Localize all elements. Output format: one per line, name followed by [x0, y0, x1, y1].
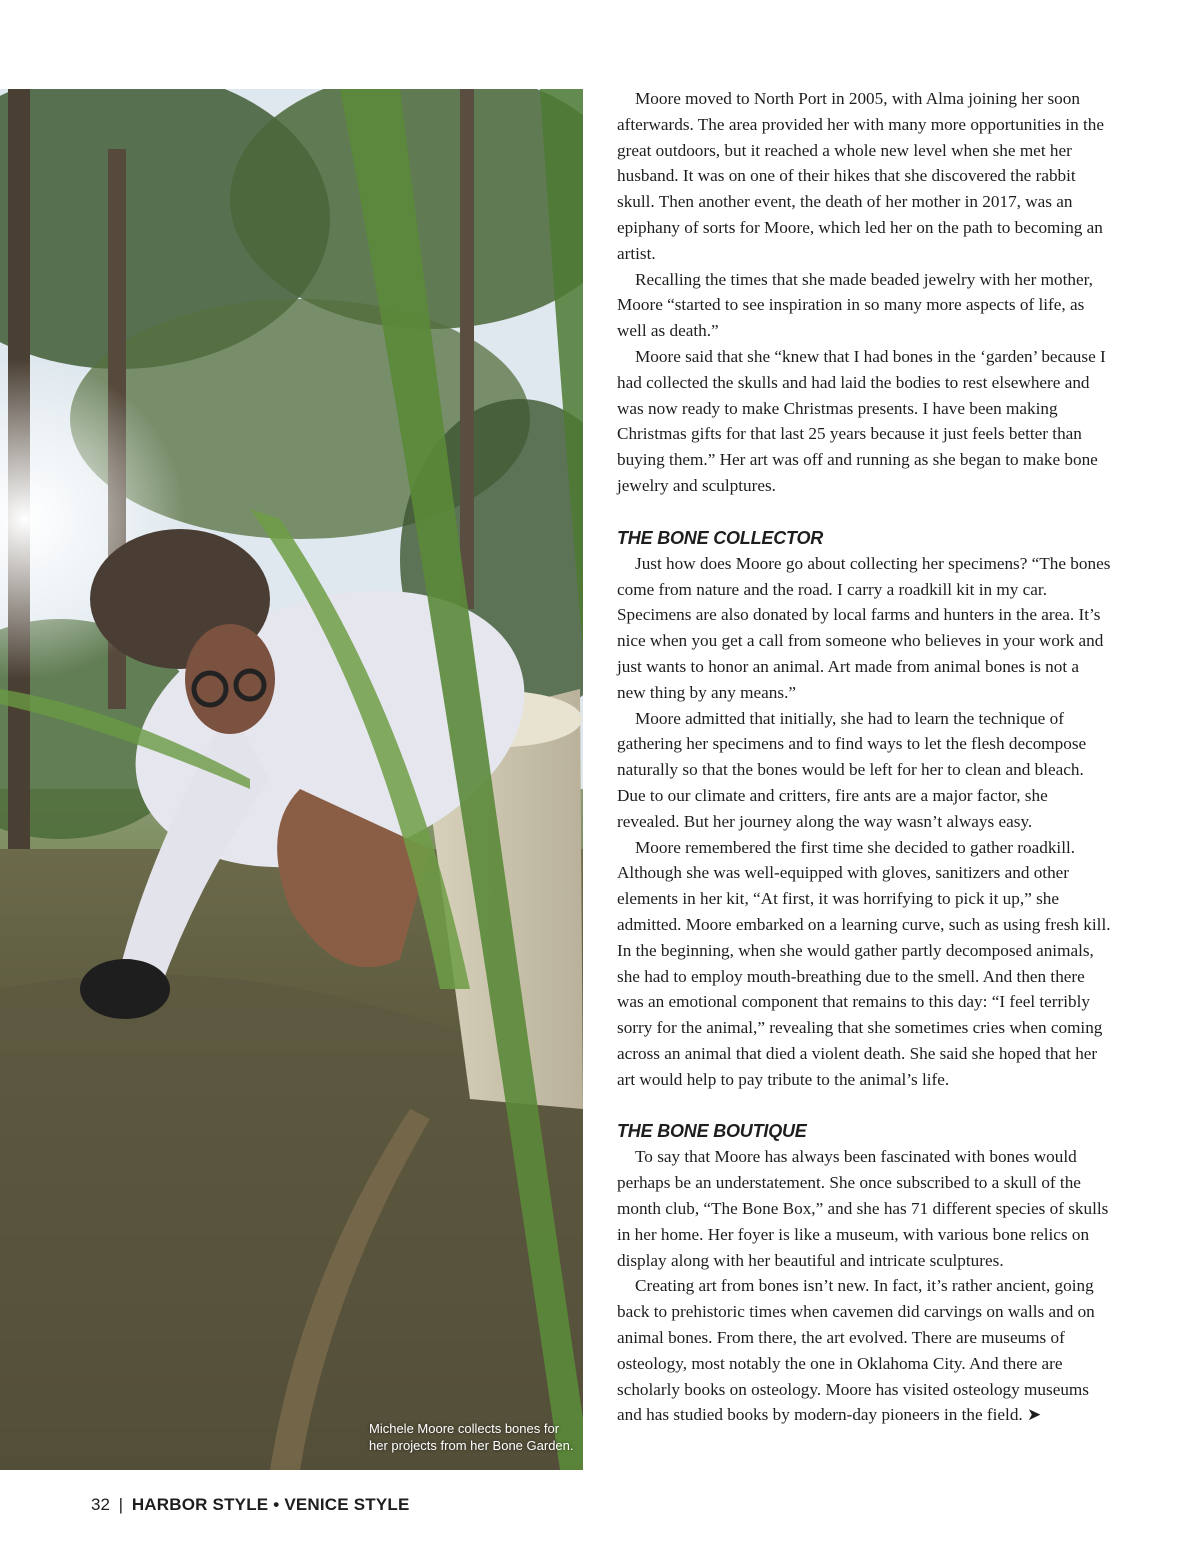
article-photo — [0, 89, 583, 1470]
paragraph: Just how does Moore go about collecting her specimens? “The bones come from nature and the road. I carry a roadkill kit in my car. Specimens are also donated by local farms and hunters in the area. It’s nice when you get a call from someone who believes in your work and just wants to honor an animal. Art made from animal bones is not a new thing by any means.” — [617, 553, 1111, 702]
caption-line-1: Michele Moore collects bones for — [369, 1421, 560, 1436]
paragraph: Moore said that she “knew that I had bones in the ‘garden’ because I had collected the skulls and had laid the bodies to rest elsewhere and was now ready to make Christmas presents. I have been making Christmas gifts for that last 25 years because it just feels better than buying them.” Her art was off and running as she began to make bone jewelry and sculptures. — [617, 346, 1106, 495]
photo-illustration — [0, 89, 583, 1470]
footer-separator: | — [118, 1495, 124, 1514]
photo-caption — [369, 1420, 574, 1454]
paragraph: Moore moved to North Port in 2005, with Alma joining her soon afterwards. The area provided her with many more opportunities in the great outdoors, but it reached a whole new level when she met her husband. It was on one of their hikes that she discovered the rabbit skull. Then another event, the death of her mother in 2017, was an epiphany of sorts for Moore, which led her on the path to becoming an artist. — [617, 89, 1104, 263]
section-heading-bone-collector: THE BONE COLLECTOR — [617, 527, 824, 548]
caption-line-2: her projects from her Bone Garden. — [369, 1438, 574, 1453]
section-heading-bone-boutique: THE BONE BOUTIQUE — [617, 1121, 807, 1142]
publication-name: HARBOR STYLE • VENICE STYLE — [131, 1495, 410, 1514]
page-number: 32 — [91, 1495, 110, 1514]
paragraph: Recalling the times that she made beaded jewelry with her mother, Moore “started to see inspiration in so many more aspects of life, as well as death.” — [617, 269, 1093, 341]
paragraph: To say that Moore has always been fascinated with bones would perhaps be an understatement. She once subscribed to a skull of the month club, “The Bone Box,” and she has 71 different species of skulls in her home. Her foyer is like a museum, with various bone relics on display along with her beautiful and intricate sculptures. — [617, 1147, 1109, 1270]
page-footer — [91, 1494, 410, 1516]
paragraph: Moore remembered the first time she decided to gather roadkill. Although she was well-equipped with gloves, sanitizers and other elements in her kit, “At first, it was horrifying to pick it up,” she admitted. Moore embarked on a learning curve, such as using fresh kill. In the beginning, when she would gather partly decomposed animals, she had to employ mouth-breathing due to the smell. And then there was an emotional component that remains to this day: “I feel terribly sorry for the animal,” revealing that she sometimes cries when coming across an animal that died a violent death. She said she hoped that her art would help to pay tribute to the animal’s life. — [617, 837, 1111, 1089]
paragraph: Creating art from bones isn’t new. In fact, it’s rather ancient, going back to prehistoric times when cavemen did carvings on walls and on animal bones. From there, the art evolved. There are museums of osteology, most notably the one in Oklahoma City. And there are scholarly books on osteology. Moore has visited osteology museums and has studied books by modern-day pioneers in the field. ➤ — [617, 1276, 1095, 1425]
paragraph: Moore admitted that initially, she had to learn the technique of gathering her specimens and to find ways to let the flesh decompose naturally so that the bones would be left for her to clean and bleach. Due to our climate and critters, fire ants are a major factor, she revealed. But her journey along the way wasn’t always easy. — [617, 708, 1087, 831]
article-body — [617, 86, 1111, 1428]
